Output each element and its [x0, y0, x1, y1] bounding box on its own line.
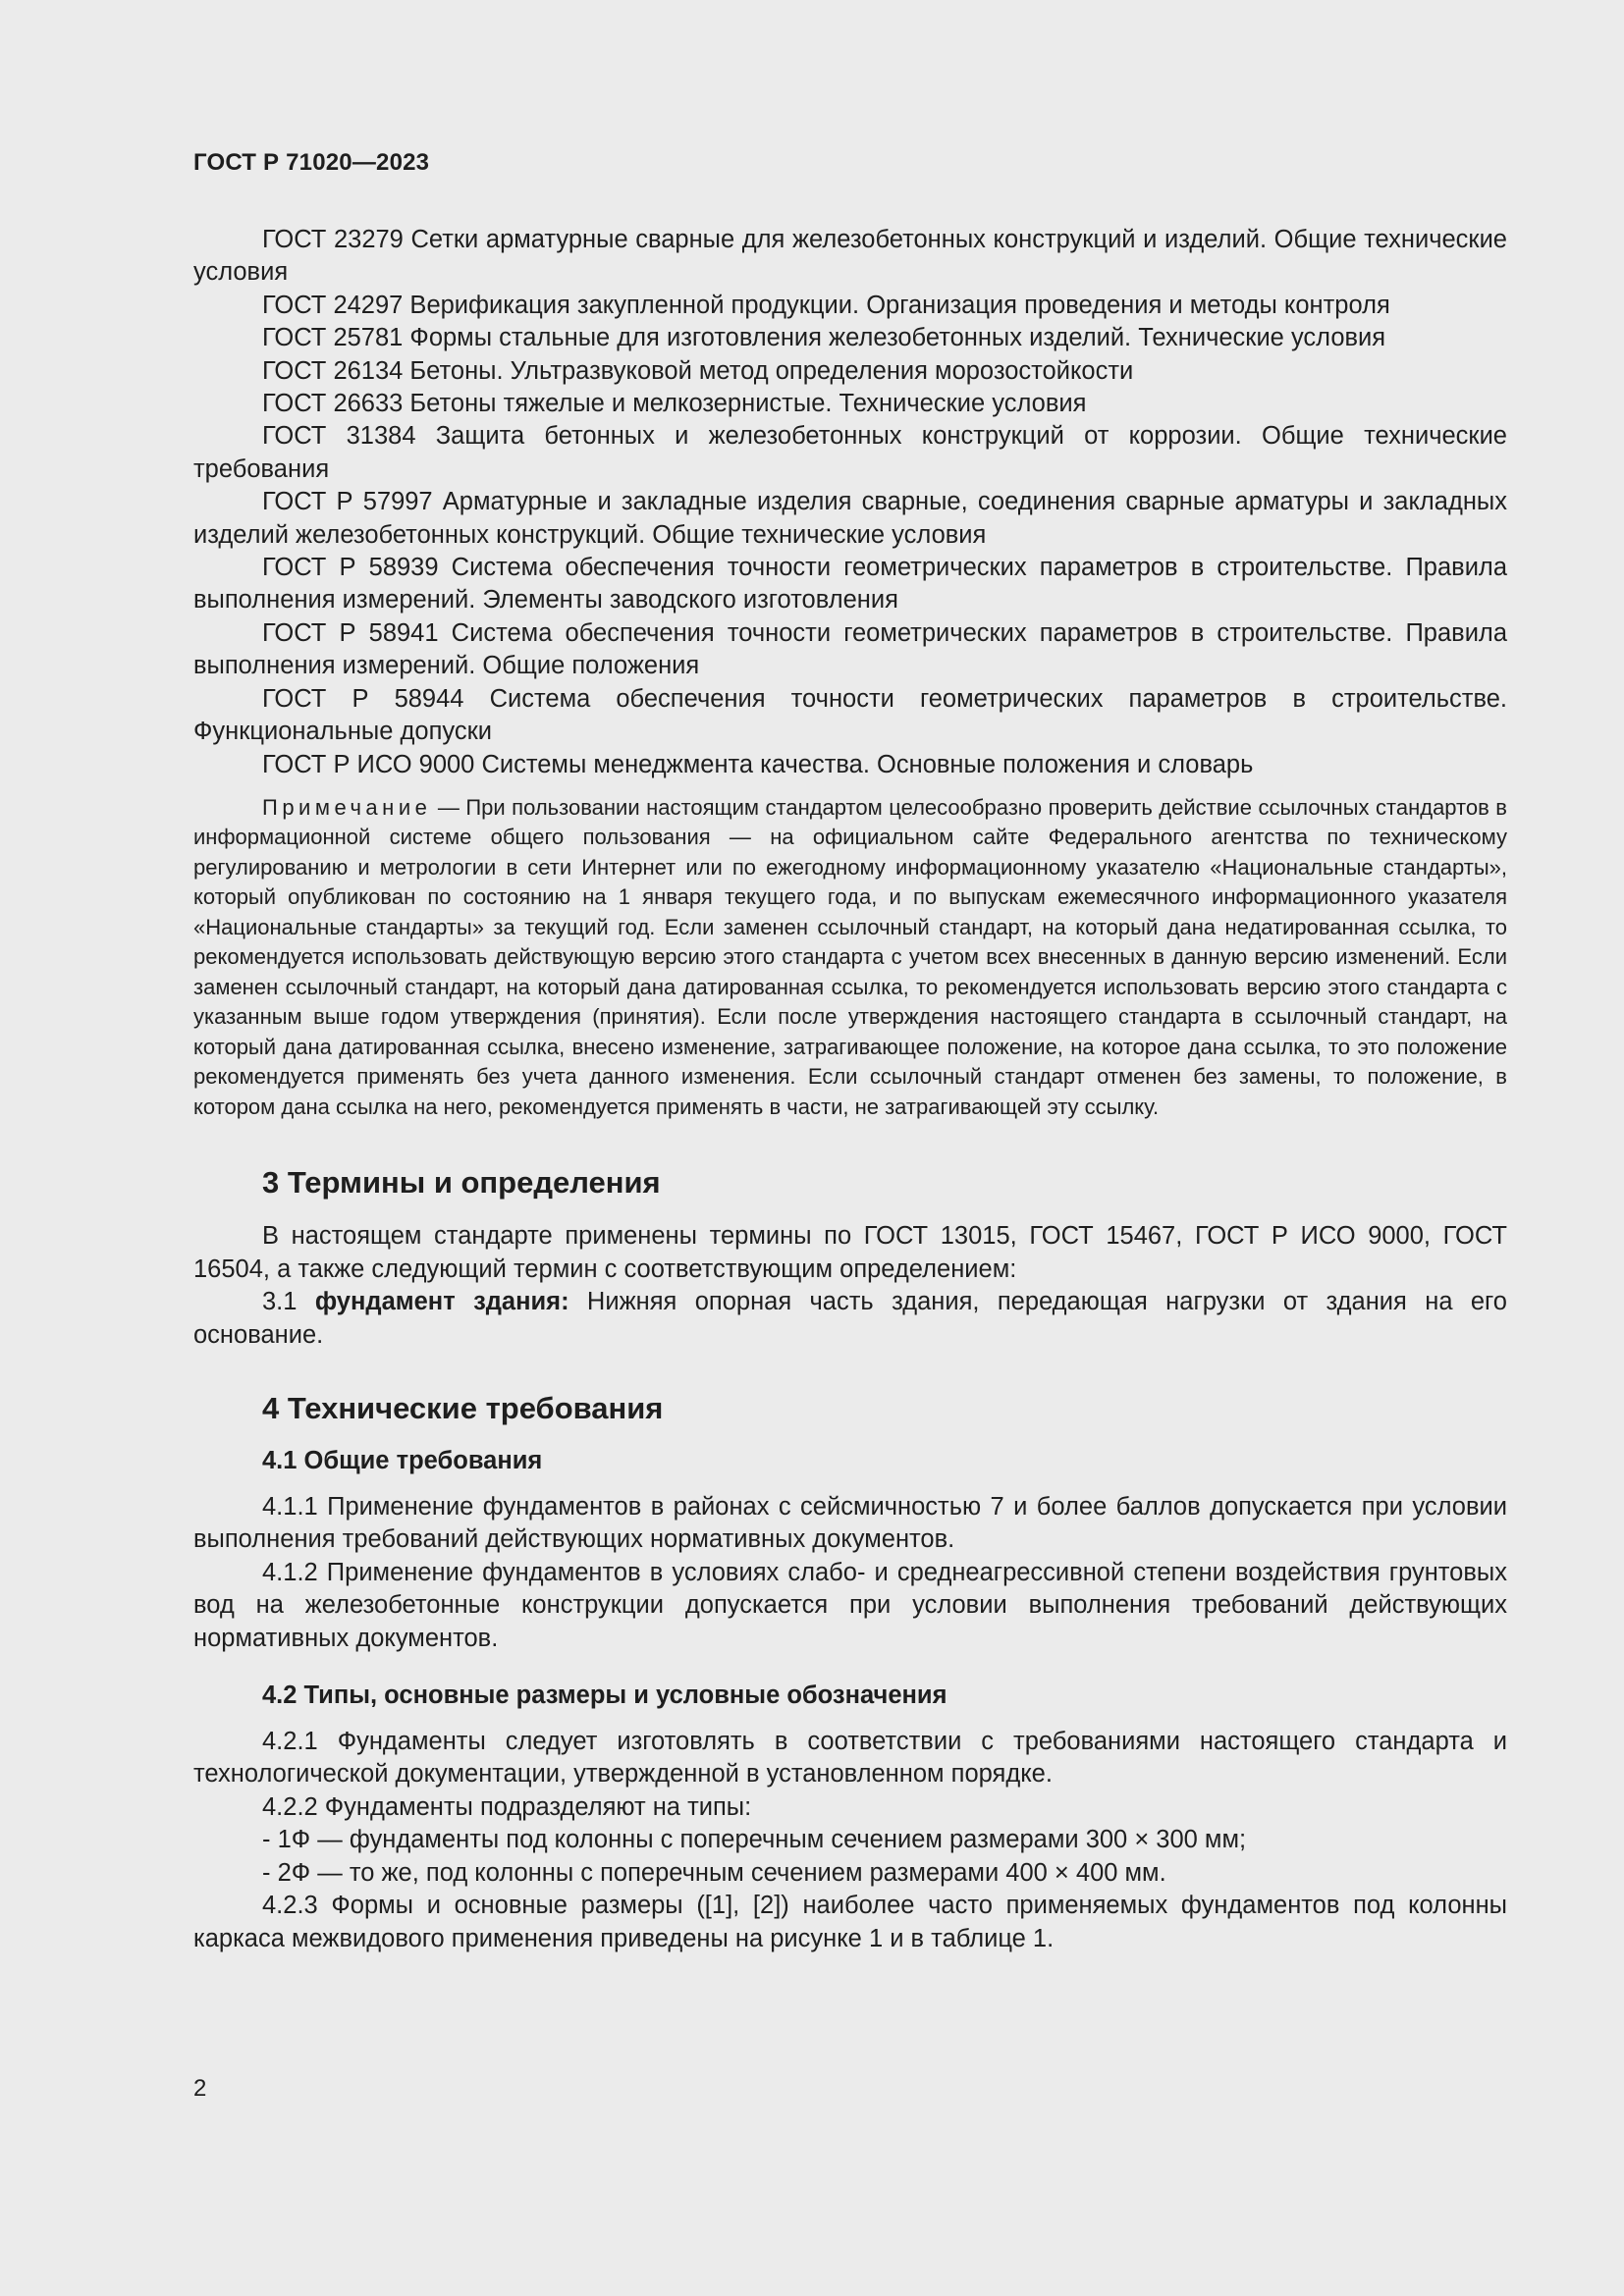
- subsection-4-2-heading: 4.2 Типы, основные размеры и условные обозначения: [262, 1682, 947, 1710]
- clause-4-2-1: 4.2.1 Фундаменты следует изготовлять в соответствии с требованиями настоящего стандарта и технологической документации, утвержденной в установленном порядке.: [193, 1728, 1507, 1789]
- term-number: 3.1: [262, 1288, 315, 1316]
- subsection-4-1-heading: 4.1 Общие требования: [262, 1447, 543, 1475]
- reference-item: ГОСТ Р 58941 Система обеспечения точности геометрических параметров в строительстве. Правила выполнения измерений. Общие положения: [193, 618, 1507, 680]
- term-name: фундамент здания:: [314, 1288, 569, 1316]
- normative-references-list: [193, 224, 1507, 781]
- document-header: ГОСТ Р 71020—2023: [193, 149, 430, 176]
- note-label: Примечание: [262, 794, 432, 820]
- clause-4-2-2: 4.2.2 Фундаменты подразделяют на типы:: [262, 1792, 752, 1821]
- document-page: [193, 147, 1507, 1955]
- reference-item: ГОСТ 26134 Бетоны. Ультразвуковой метод определения морозостойкости: [262, 356, 1134, 385]
- reference-item: ГОСТ 23279 Сетки арматурные сварные для железобетонных конструкций и изделий. Общие технические условия: [193, 226, 1507, 287]
- foundation-type-1f: - 1Ф — фундаменты под колонны с поперечным сечением размерами 300 × 300 мм;: [262, 1826, 1247, 1854]
- reference-item: ГОСТ Р 57997 Арматурные и закладные изделия сварные, соединения сварные арматуры и закладных изделий железобетонных конструкций. Общие технические условия: [193, 488, 1507, 549]
- term-definition: [193, 1286, 1507, 1352]
- foundation-type-2f: - 2Ф — то же, под колонны с поперечным сечением размерами 400 × 400 мм.: [262, 1858, 1166, 1887]
- section-3-intro: В настоящем стандарте применены термины по ГОСТ 13015, ГОСТ 15467, ГОСТ Р ИСО 9000, ГОСТ 16504, а также следующий термин с соответствующим определением:: [193, 1222, 1507, 1283]
- clause-4-1-2: 4.1.2 Применение фундаментов в условиях слабо- и среднеагрессивной степени воздействия грунтовых вод на железобетонные конструкции допускается при условии выполнения требований действующих нормативных документов.: [193, 1558, 1507, 1652]
- section-3-heading: 3 Термины и определения: [262, 1165, 661, 1201]
- page-number: 2: [193, 2075, 207, 2102]
- clause-4-1-1: 4.1.1 Применение фундаментов в районах с сейсмичностью 7 и более баллов допускается при условии выполнения требований действующих нормативных документов.: [193, 1493, 1507, 1554]
- reference-item: ГОСТ 26633 Бетоны тяжелые и мелкозернистые. Технические условия: [262, 390, 1087, 418]
- term-definition-text: Нижняя опорная часть здания, передающая нагрузки от здания на его основание.: [193, 1288, 1507, 1349]
- note-text: — При пользовании настоящим стандартом целесообразно проверить действие ссылочных стандартов в информационной системе общего пользования — на официальном сайте Федерального агентства по техническому регулированию и метрологии в сети Интернет или по ежегодному информационному указателю «Национальные стандарты», который опубликован по состоянию на 1 января текущего года, и по выпускам ежемесячного информационного указателя «Национальные стандарты» за текущий год. Если заменен ссылочный стандарт, на который дана недатированная ссылка, то рекомендуется использовать действующую версию этого стандарта с учетом всех внесенных в данную версию изменений. Если заменен ссылочный стандарт, на который дана датированная ссылка, то рекомендуется использовать версию этого стандарта с указанным выше годом утверждения (принятия). Если после утверждения настоящего стандарта в ссылочный стандарт, на который дана датированная ссылка, внесено изменение, затрагивающее положение, на которое дана ссылка, то это положение рекомендуется применять без учета данного изменения. Если ссылочный стандарт отменен без замены, то положение, в котором дана ссылка на него, рекомендуется применять в части, не затрагивающей эту ссылку.: [193, 794, 1507, 1119]
- note-paragraph: [193, 793, 1507, 1123]
- clause-4-2-3: 4.2.3 Формы и основные размеры ([1], [2]) наиболее часто применяемых фундаментов под колонны каркаса межвидового применения приведены на рисунке 1 и в таблице 1.: [193, 1892, 1507, 1952]
- section-4-heading: 4 Технические требования: [262, 1391, 664, 1426]
- reference-item: ГОСТ 24297 Верификация закупленной продукции. Организация проведения и методы контроля: [262, 291, 1390, 319]
- reference-item: ГОСТ Р 58944 Система обеспечения точности геометрических параметров в строительстве. Функциональные допуски: [193, 684, 1507, 746]
- reference-item: ГОСТ 31384 Защита бетонных и железобетонных конструкций от коррозии. Общие технические требования: [193, 422, 1507, 483]
- reference-item: ГОСТ Р ИСО 9000 Системы менеджмента качества. Основные положения и словарь: [262, 750, 1254, 778]
- reference-item: ГОСТ Р 58939 Система обеспечения точности геометрических параметров в строительстве. Правила выполнения измерений. Элементы заводского изготовления: [193, 554, 1507, 614]
- reference-item: ГОСТ 25781 Формы стальные для изготовления железобетонных изделий. Технические условия: [262, 324, 1386, 352]
